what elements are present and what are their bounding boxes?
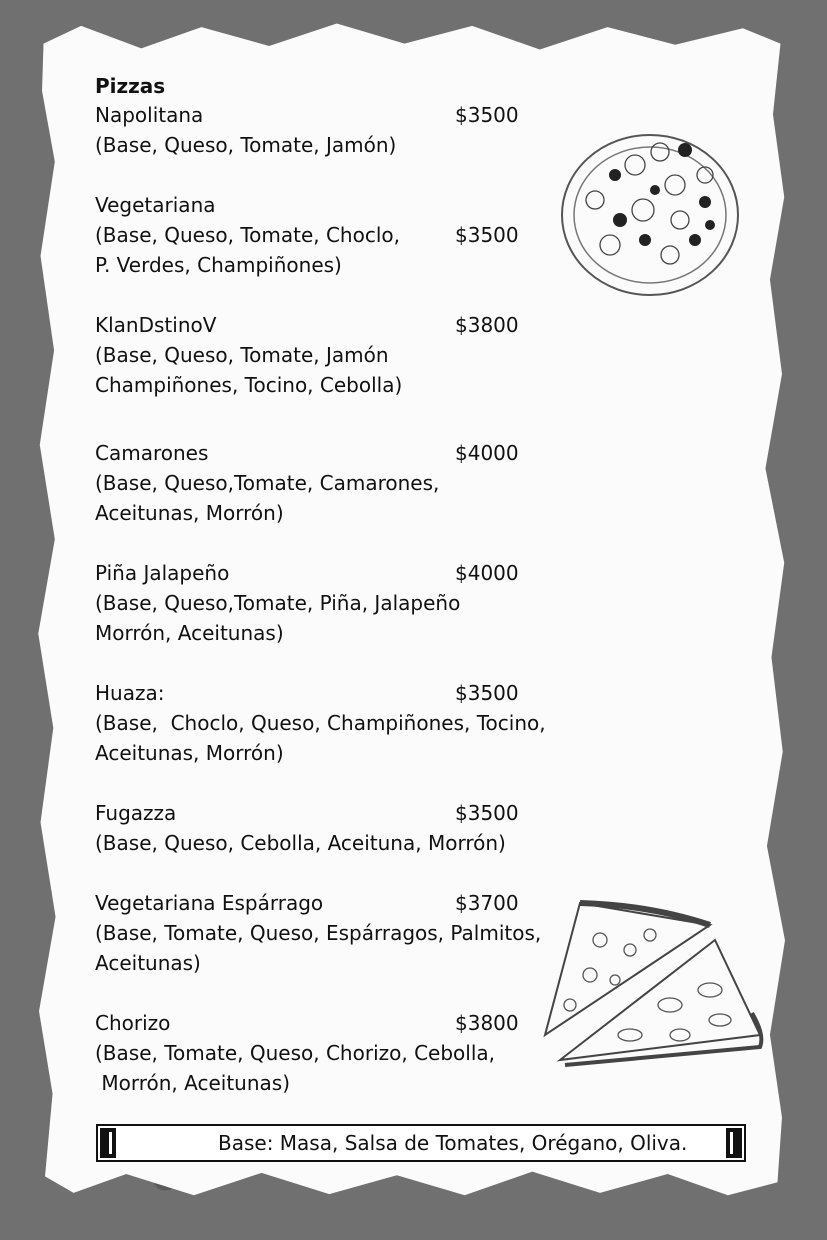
menu-item-vegetariana [95, 190, 565, 280]
item-name: Camarones [95, 441, 209, 465]
menu-item-fugazza [95, 798, 565, 858]
item-price: $3700 [455, 891, 519, 915]
item-description: (Base, Choclo, Queso, Champiñones, Tocino, Aceitunas, Morrón) [95, 711, 546, 765]
menu-item-napolitana [95, 100, 565, 160]
item-description: (Base, Queso, Cebolla, Aceituna, Morrón) [95, 831, 506, 855]
item-description: (Base, Queso, Tomate, Jamón) [95, 133, 397, 157]
item-name: Piña Jalapeño [95, 561, 230, 585]
item-price: $3500 [455, 103, 519, 127]
whole-pizza-illustration [555, 130, 745, 300]
menu-item-vegetariana-esparrago [95, 888, 565, 978]
pizza-slices-illustration [520, 895, 770, 1070]
item-price: $3500 [455, 801, 519, 825]
item-price: $4000 [455, 441, 519, 465]
item-price: $4000 [455, 561, 519, 585]
item-name: Huaza: [95, 681, 165, 705]
item-name: KlanDstinoV [95, 313, 217, 337]
item-description: (Base, Queso, Tomate, Jamón Champiñones, Tocino, Cebolla) [95, 343, 403, 397]
item-name: Vegetariana [95, 193, 216, 217]
menu-item-chorizo [95, 1008, 565, 1098]
item-price: $3500 [455, 223, 519, 247]
item-name: Napolitana [95, 103, 204, 127]
menu-item-huaza [95, 678, 575, 768]
item-price: $3800 [455, 313, 519, 337]
bar-cap-left [100, 1128, 116, 1158]
section-title: Pizzas [95, 74, 166, 98]
item-description: (Base, Tomate, Queso, Espárragos, Palmitos, Aceitunas) [95, 921, 542, 975]
item-name: Vegetariana Espárrago [95, 891, 324, 915]
menu-item-klandstinov [95, 310, 565, 400]
item-description: (Base, Queso, Tomate, Choclo, P. Verdes, Champiñones) [95, 223, 400, 277]
base-note: Base: Masa, Salsa de Tomates, Orégano, Oliva. [218, 1131, 688, 1155]
base-note-bar [96, 1124, 746, 1162]
item-description: (Base, Queso,Tomate, Piña, Jalapeño Morrón, Aceitunas) [95, 591, 461, 645]
item-description: (Base, Tomate, Queso, Chorizo, Cebolla, Morrón, Aceitunas) [95, 1041, 495, 1095]
item-name: Fugazza [95, 801, 177, 825]
item-name: Chorizo [95, 1011, 171, 1035]
menu-item-camarones [95, 438, 565, 528]
item-price: $3500 [455, 681, 519, 705]
item-price: $3800 [455, 1011, 519, 1035]
item-description: (Base, Queso,Tomate, Camarones, Aceitunas, Morrón) [95, 471, 440, 525]
bar-cap-right [726, 1128, 742, 1158]
menu-item-pina-jalapeno [95, 558, 565, 648]
